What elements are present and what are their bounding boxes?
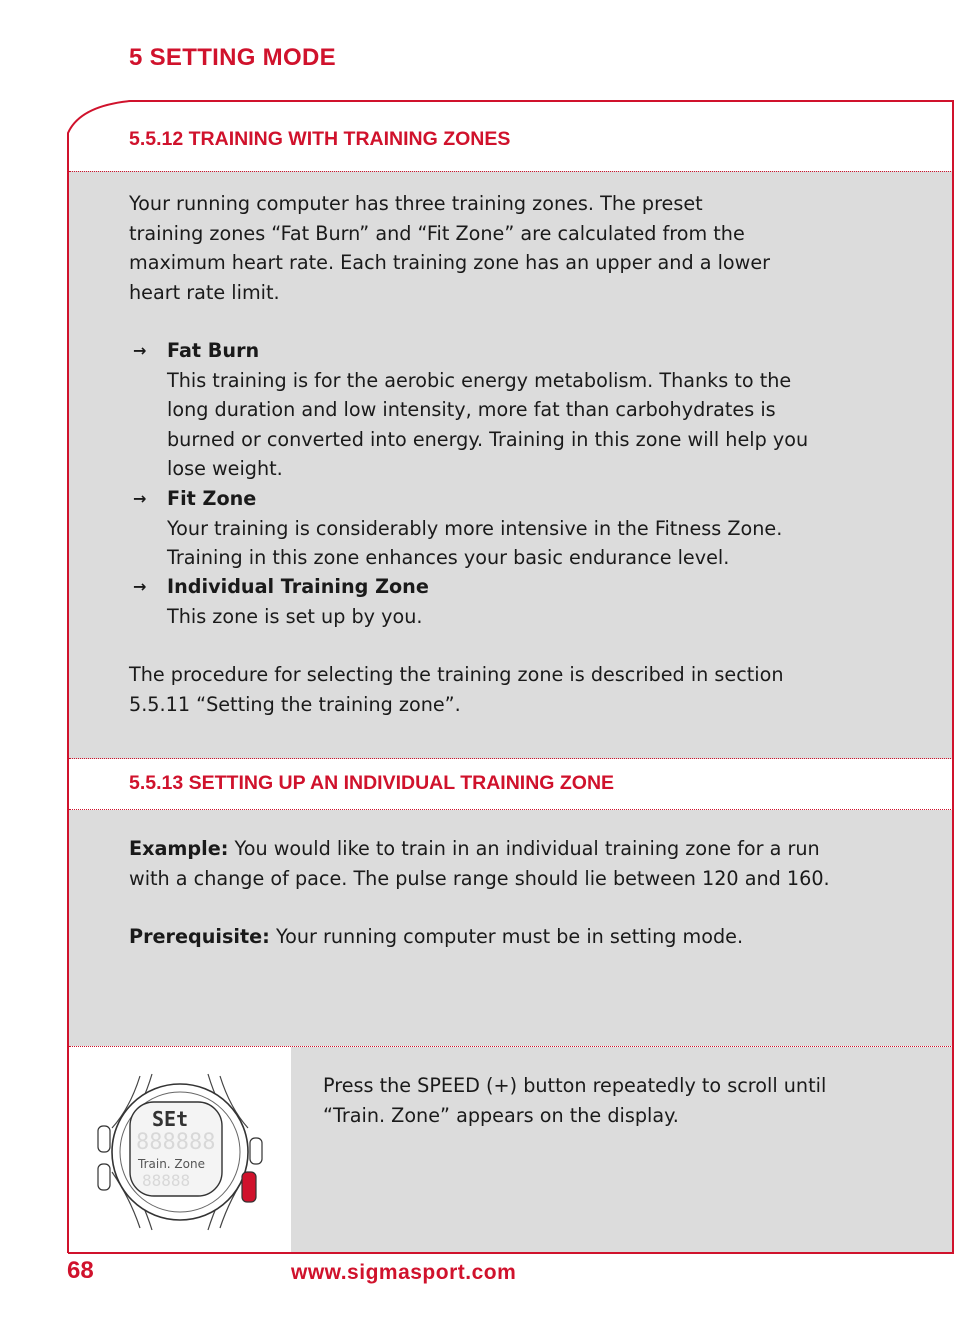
zone-item bbox=[129, 484, 869, 573]
text-line: with a change of pace. The pulse range should lie between 120 and 160. bbox=[129, 866, 830, 890]
text-line: “Train. Zone” appears on the display. bbox=[323, 1103, 679, 1127]
svg-text:888888: 888888 bbox=[136, 1130, 216, 1155]
text-line: 5.5.11 “Setting the training zone”. bbox=[129, 692, 461, 716]
zone-name: Individual Training Zone bbox=[167, 575, 429, 598]
section-title: 5.5.12 TRAINING WITH TRAINING ZONES bbox=[129, 128, 511, 150]
text-line: This zone is set up by you. bbox=[167, 604, 423, 628]
svg-text:88888: 88888 bbox=[142, 1171, 191, 1190]
text-line: Your running computer must be in setting mode. bbox=[269, 925, 744, 948]
text-line: This training is for the aerobic energy metabolism. Thanks to the bbox=[167, 368, 792, 392]
text-line: lose weight. bbox=[167, 457, 283, 480]
arrow-right-icon: → bbox=[133, 489, 147, 508]
arrow-right-icon: → bbox=[133, 341, 147, 360]
page-number: 68 bbox=[67, 1257, 94, 1284]
step-instruction bbox=[323, 1071, 933, 1130]
text-line: burned or converted into energy. Training in this zone will help you bbox=[167, 427, 809, 451]
display-top-text: SEt bbox=[152, 1107, 189, 1131]
zone-name: Fat Burn bbox=[167, 339, 260, 362]
example-paragraph bbox=[129, 834, 919, 893]
zone-item bbox=[129, 572, 869, 631]
example-label: Example: bbox=[129, 837, 229, 860]
zone-item bbox=[129, 336, 869, 484]
text-line: long duration and low intensity, more fat than carbohydrates is bbox=[167, 398, 776, 421]
section-title: 5.5.13 SETTING UP AN INDIVIDUAL TRAINING ZONE bbox=[129, 772, 615, 794]
arrow-right-icon: → bbox=[133, 577, 147, 596]
text-line: Your running computer has three training zones. The preset bbox=[129, 192, 703, 215]
text-line: heart rate limit. bbox=[129, 280, 280, 304]
text-line: You would like to train in an individual training zone for a run bbox=[228, 837, 820, 860]
text-line: Training in this zone enhances your basic endurance level. bbox=[167, 546, 730, 569]
website-link[interactable]: www.sigmasport.com bbox=[291, 1261, 517, 1284]
text-line: Press the SPEED (+) button repeatedly to scroll until bbox=[323, 1074, 827, 1097]
text-line: Your training is considerably more intensive in the Fitness Zone. bbox=[167, 516, 783, 540]
zone-name: Fit Zone bbox=[167, 487, 257, 510]
chapter-title: 5 SETTING MODE bbox=[129, 44, 336, 71]
intro-paragraph bbox=[129, 189, 889, 307]
display-bottom-text: Train. Zone bbox=[138, 1157, 205, 1171]
watch-illustration-icon bbox=[90, 1068, 270, 1232]
prereq-paragraph bbox=[129, 922, 919, 952]
outro-paragraph bbox=[129, 660, 889, 719]
text-line: training zones “Fat Burn” and “Fit Zone” are calculated from the bbox=[129, 221, 745, 245]
text-line: maximum heart rate. Each training zone has an upper and a lower bbox=[129, 251, 771, 274]
text-line: The procedure for selecting the training zone is described in section bbox=[129, 663, 784, 686]
prereq-label: Prerequisite: bbox=[129, 925, 270, 948]
